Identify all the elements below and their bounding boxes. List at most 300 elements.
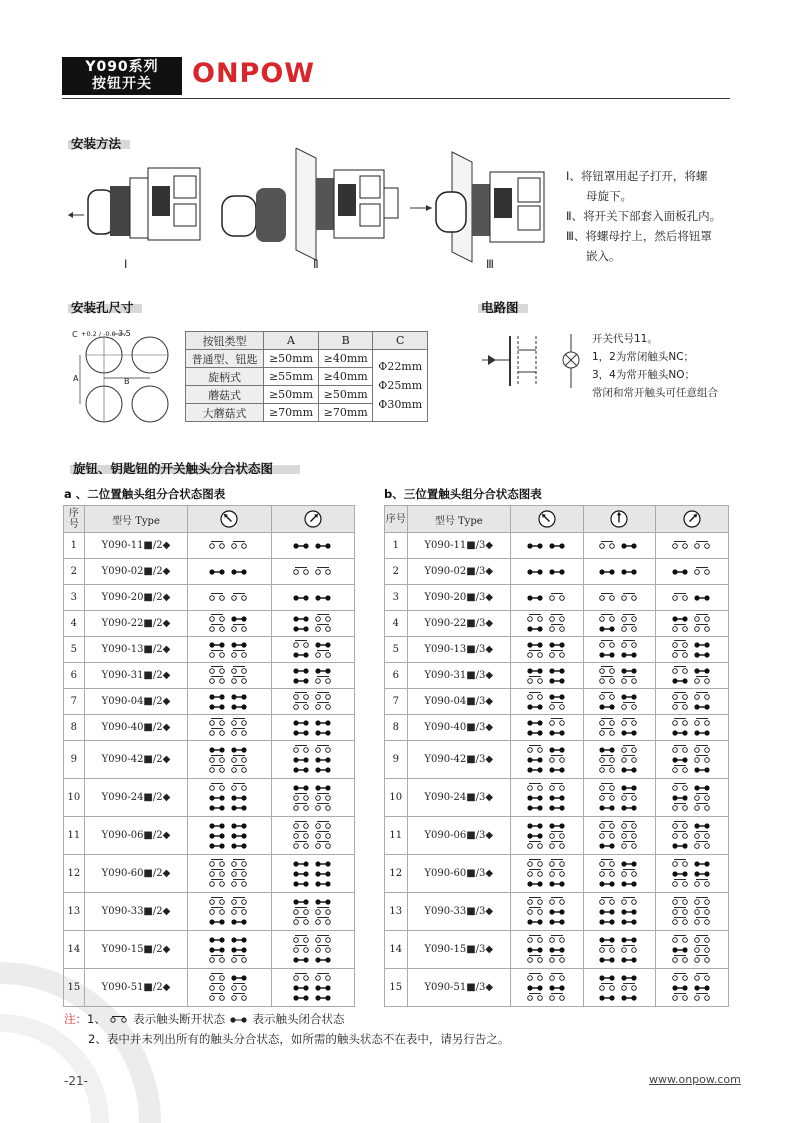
open-contact	[527, 650, 542, 657]
position-header	[188, 506, 271, 533]
contact-state-cell	[510, 663, 583, 689]
dim-b: ≥70mm	[318, 404, 373, 422]
contact-state-icon	[670, 591, 714, 605]
closed-contact	[549, 805, 564, 810]
open-contact	[232, 765, 247, 772]
open-contact	[600, 728, 615, 735]
closed-contact	[210, 569, 225, 574]
col-no-header: 序号	[64, 506, 85, 533]
contact-state-icon	[670, 933, 714, 967]
contact-state-icon	[597, 591, 641, 605]
open-contact	[695, 718, 710, 725]
closed-contact	[315, 871, 330, 876]
closed-contact	[695, 730, 710, 735]
open-contact	[527, 841, 542, 848]
open-contact	[549, 955, 564, 962]
closed-contact	[695, 785, 710, 790]
closed-contact	[622, 730, 637, 735]
open-contact	[549, 593, 564, 600]
position-header	[656, 506, 729, 533]
open-contact	[293, 945, 308, 952]
open-contact	[232, 676, 247, 683]
circuit-note: 3，4为常开触头NO；	[592, 369, 695, 381]
circuit-note: 常闭和常开触头可任意组合	[592, 387, 718, 399]
model-code: Y090-04■/2◆	[84, 689, 188, 715]
row-number: 1	[64, 533, 85, 559]
model-code: Y090-60■/3◆	[407, 855, 510, 893]
contact-state-cell	[271, 893, 354, 931]
closed-contact	[232, 843, 247, 848]
closed-contact	[293, 595, 308, 600]
contact-state-cell	[510, 715, 583, 741]
open-contact	[210, 983, 225, 990]
model-code: Y090-22■/3◆	[407, 611, 510, 637]
closed-contact	[293, 730, 308, 735]
contact-state-cell	[271, 559, 354, 585]
contact-state-cell	[510, 611, 583, 637]
closed-contact	[315, 720, 330, 725]
closed-contact	[695, 704, 710, 709]
row-number: 12	[385, 855, 408, 893]
closed-contact	[232, 642, 247, 647]
contact-state-icon	[291, 638, 335, 662]
contact-state-icon	[207, 716, 251, 740]
closed-contact	[600, 843, 615, 848]
contact-state-cell	[510, 855, 583, 893]
open-contact	[527, 676, 542, 683]
open-contact	[549, 897, 564, 904]
circuit-note: 1，2为常闭触头NC；	[592, 351, 695, 363]
open-contact	[673, 692, 688, 699]
open-contact	[315, 567, 330, 574]
open-contact	[622, 718, 637, 725]
open-contact	[673, 803, 688, 810]
open-contact	[622, 793, 637, 800]
closed-contact	[293, 861, 308, 866]
open-contact	[695, 907, 710, 914]
contact-state-cell	[656, 559, 729, 585]
open-contact	[695, 567, 710, 574]
closed-contact	[293, 871, 308, 876]
open-contact	[622, 745, 637, 752]
closed-contact	[293, 957, 308, 962]
contact-state-cell	[656, 855, 729, 893]
closed-contact	[622, 957, 637, 962]
closed-contact	[232, 823, 247, 828]
contact-state-cell	[656, 533, 729, 559]
contact-state-cell	[656, 779, 729, 817]
table-row	[385, 715, 729, 741]
contact-state-cell	[188, 637, 271, 663]
contact-state-cell	[510, 741, 583, 779]
open-contact	[600, 593, 615, 600]
open-contact	[673, 745, 688, 752]
contact-state-icon	[670, 664, 714, 688]
circuit-diagram	[480, 330, 585, 392]
closed-contact	[673, 569, 688, 574]
closed-contact	[622, 909, 637, 914]
contact-state-icon	[597, 690, 641, 714]
closed-contact	[600, 937, 615, 942]
closed-contact	[622, 805, 637, 810]
model-code: Y090-31■/3◆	[407, 663, 510, 689]
table-row	[385, 559, 729, 585]
button-type: 旋柄式	[186, 368, 264, 386]
contact-state-icon	[525, 933, 569, 967]
contact-state-icon	[291, 690, 335, 714]
open-contact	[600, 692, 615, 699]
open-contact	[210, 541, 225, 548]
open-contact	[549, 702, 564, 709]
step-label-2: Ⅱ	[313, 257, 319, 271]
open-contact	[293, 841, 308, 848]
closed-contact	[315, 899, 330, 904]
open-contact	[549, 993, 564, 1000]
contact-state-cell	[656, 715, 729, 741]
table-row	[64, 663, 355, 689]
contact-state-icon	[207, 591, 251, 605]
open-contact	[549, 650, 564, 657]
open-contact	[622, 945, 637, 952]
open-contact	[232, 718, 247, 725]
step-label-1: Ⅰ	[124, 257, 128, 271]
open-contact	[622, 831, 637, 838]
contact-state-cell	[188, 817, 271, 855]
contact-state-cell	[188, 611, 271, 637]
circuit-note: 开关代号11。	[592, 333, 658, 345]
closed-contact	[232, 919, 247, 924]
open-contact	[293, 793, 308, 800]
open-contact	[210, 973, 225, 980]
closed-contact	[549, 909, 564, 914]
closed-contact	[315, 985, 330, 990]
step3-switch-icon	[410, 152, 544, 262]
contact-state-icon	[670, 781, 714, 815]
table-row	[64, 559, 355, 585]
table-row	[385, 893, 729, 931]
contact-state-icon	[207, 638, 251, 662]
open-contact	[622, 897, 637, 904]
open-contact	[600, 718, 615, 725]
closed-contact	[210, 694, 225, 699]
open-contact	[315, 745, 330, 752]
open-contact	[600, 640, 615, 647]
table-row	[64, 533, 355, 559]
open-contact	[695, 614, 710, 621]
open-contact	[622, 755, 637, 762]
closed-contact	[527, 881, 542, 886]
open-contact	[210, 783, 225, 790]
contact-state-cell	[271, 855, 354, 893]
contact-state-icon	[291, 933, 335, 967]
open-contact	[622, 593, 637, 600]
model-code: Y090-20■/3◆	[407, 585, 510, 611]
closed-contact	[527, 823, 542, 828]
contact-state-cell	[510, 689, 583, 715]
contact-state-cell	[188, 741, 271, 779]
open-contact	[695, 993, 710, 1000]
position-header	[271, 506, 354, 533]
model-code: Y090-33■/3◆	[407, 893, 510, 931]
contact-state-icon	[597, 971, 641, 1005]
closed-contact	[527, 720, 542, 725]
closed-contact	[315, 730, 330, 735]
contact-state-icon	[525, 819, 569, 853]
model-code: Y090-02■/3◆	[407, 559, 510, 585]
contact-state-cell	[188, 931, 271, 969]
contact-state-cell	[583, 533, 656, 559]
closed-contact	[293, 767, 308, 772]
closed-contact	[622, 543, 637, 548]
row-number: 4	[64, 611, 85, 637]
series-line1: Y090系列	[85, 59, 159, 75]
open-contact	[673, 907, 688, 914]
table-row	[385, 969, 729, 1007]
open-contact	[600, 676, 615, 683]
contact-state-icon	[597, 716, 641, 740]
open-contact	[293, 973, 308, 980]
open-contact	[673, 624, 688, 631]
open-contact	[293, 745, 308, 752]
closed-contact	[210, 947, 225, 952]
table-row	[385, 817, 729, 855]
contact-state-cell	[656, 817, 729, 855]
open-contact	[315, 702, 330, 709]
row-number: 6	[64, 663, 85, 689]
contact-state-icon	[597, 819, 641, 853]
row-number: 14	[64, 931, 85, 969]
open-contact	[549, 614, 564, 621]
open-contact	[600, 821, 615, 828]
contact-state-icon	[291, 539, 335, 553]
open-contact	[293, 640, 308, 647]
row-number: 7	[64, 689, 85, 715]
contact-state-cell	[583, 741, 656, 779]
contact-state-icon	[597, 664, 641, 688]
open-contact	[315, 793, 330, 800]
closed-contact	[600, 652, 615, 657]
row-number: 1	[385, 533, 408, 559]
closed-contact	[673, 616, 688, 621]
open-contact	[673, 650, 688, 657]
open-contact	[695, 945, 710, 952]
col-header: A	[264, 332, 319, 350]
contact-state-cell	[656, 741, 729, 779]
open-contact	[600, 831, 615, 838]
closed-contact	[695, 823, 710, 828]
open-contact	[315, 917, 330, 924]
three-position-table	[384, 505, 729, 1007]
contact-state-cell	[188, 559, 271, 585]
open-contact	[600, 859, 615, 866]
note-2: 2、表中并未列出所有的触头分合状态，如所需的触头状态不在表中，请另行告之。	[88, 1032, 510, 1046]
contact-state-icon	[670, 716, 714, 740]
row-number: 8	[385, 715, 408, 741]
contact-state-cell	[188, 689, 271, 715]
circuit-title: 电路图	[481, 300, 519, 315]
open-contact	[549, 973, 564, 980]
dim-a: ≥50mm	[264, 386, 319, 404]
row-number: 9	[385, 741, 408, 779]
note-closed-text: 表示触头闭合状态	[252, 1012, 345, 1026]
closed-contact	[600, 747, 615, 752]
contact-state-icon	[670, 690, 714, 714]
open-contact	[315, 821, 330, 828]
open-contact	[549, 869, 564, 876]
contact-state-icon	[525, 857, 569, 891]
open-contact	[527, 993, 542, 1000]
contact-state-icon	[597, 612, 641, 636]
contact-state-icon	[207, 743, 251, 777]
open-contact	[293, 907, 308, 914]
closed-contact	[232, 795, 247, 800]
contact-state-cell	[583, 611, 656, 637]
closed-contact	[695, 871, 710, 876]
closed-contact	[527, 833, 542, 838]
contact-state-icon	[597, 857, 641, 891]
contact-state-cell	[188, 663, 271, 689]
install-step-text: 母旋下。	[586, 189, 632, 203]
open-contact	[527, 745, 542, 752]
closed-contact	[527, 805, 542, 810]
closed-contact	[695, 767, 710, 772]
model-code: Y090-60■/2◆	[84, 855, 188, 893]
closed-contact	[210, 795, 225, 800]
model-code: Y090-11■/2◆	[84, 533, 188, 559]
contact-state-cell	[510, 931, 583, 969]
open-contact	[695, 897, 710, 904]
open-contact	[622, 624, 637, 631]
closed-contact	[549, 730, 564, 735]
open-contact	[622, 841, 637, 848]
contact-state-icon	[525, 690, 569, 714]
contact-state-icon	[670, 539, 714, 553]
contact-state-cell	[656, 637, 729, 663]
step2-switch-icon	[222, 148, 398, 260]
dim-a: ≥50mm	[264, 350, 319, 368]
open-contact	[527, 897, 542, 904]
model-code: Y090-15■/2◆	[84, 931, 188, 969]
install-step-text: 嵌入。	[586, 249, 621, 263]
open-contact	[293, 803, 308, 810]
open-contact	[549, 624, 564, 631]
dim-a: ≥70mm	[264, 404, 319, 422]
model-code: Y090-06■/2◆	[84, 817, 188, 855]
contact-state-cell	[510, 817, 583, 855]
closed-contact	[673, 843, 688, 848]
open-contact	[549, 718, 564, 725]
closed-contact	[673, 871, 688, 876]
open-contact	[673, 640, 688, 647]
closed-contact	[622, 975, 637, 980]
open-contact	[527, 955, 542, 962]
open-contact	[600, 614, 615, 621]
open-contact	[232, 897, 247, 904]
closed-contact	[527, 543, 542, 548]
closed-contact	[695, 595, 710, 600]
open-contact	[210, 728, 225, 735]
model-code: Y090-51■/2◆	[84, 969, 188, 1007]
model-code: Y090-13■/3◆	[407, 637, 510, 663]
open-contact	[695, 541, 710, 548]
closed-contact	[527, 642, 542, 647]
open-contact	[673, 821, 688, 828]
closed-contact	[527, 985, 542, 990]
circuit-notes	[592, 330, 718, 402]
hole-title: 安装孔尺寸	[71, 300, 134, 315]
contact-state-icon	[207, 933, 251, 967]
open-contact	[210, 907, 225, 914]
model-code: Y090-40■/2◆	[84, 715, 188, 741]
header-divider	[62, 98, 730, 99]
contact-state-cell	[188, 533, 271, 559]
open-contact	[232, 624, 247, 631]
knob-position-icon	[609, 509, 629, 529]
contact-state-icon	[525, 539, 569, 553]
website-link[interactable]: www.onpow.com	[649, 1073, 741, 1086]
closed-contact	[315, 767, 330, 772]
install-step-text: Ⅲ、将螺母拧上，然后将钮罩	[566, 229, 712, 243]
knob-position-icon	[682, 509, 702, 529]
open-contact	[315, 624, 330, 631]
contact-state-cell	[188, 893, 271, 931]
position-header	[583, 506, 656, 533]
contact-state-icon	[291, 857, 335, 891]
table-row	[385, 611, 729, 637]
closed-contact	[293, 616, 308, 621]
row-number: 10	[64, 779, 85, 817]
contact-state-cell	[271, 533, 354, 559]
contact-state-icon	[207, 565, 251, 579]
contact-state-icon	[525, 612, 569, 636]
closed-contact	[622, 861, 637, 866]
row-number: 13	[385, 893, 408, 931]
open-contact	[315, 614, 330, 621]
contact-state-cell	[583, 689, 656, 715]
closed-contact	[232, 833, 247, 838]
closed-contact	[232, 694, 247, 699]
closed-contact	[315, 642, 330, 647]
page-number: -21-	[64, 1074, 88, 1088]
contact-state-icon	[291, 612, 335, 636]
table-row	[64, 585, 355, 611]
row-number: 5	[385, 637, 408, 663]
row-number: 13	[64, 893, 85, 931]
contact-state-icon	[597, 933, 641, 967]
closed-contact	[622, 668, 637, 673]
open-contact	[673, 859, 688, 866]
model-code: Y090-40■/3◆	[407, 715, 510, 741]
contact-state-cell	[188, 715, 271, 741]
button-type: 蘑菇式	[186, 386, 264, 404]
contact-state-icon	[207, 612, 251, 636]
contact-state-cell	[583, 637, 656, 663]
closed-contact	[293, 881, 308, 886]
open-contact	[232, 983, 247, 990]
contact-state-icon	[525, 781, 569, 815]
open-contact	[210, 993, 225, 1000]
open-contact	[315, 676, 330, 683]
contact-state-cell	[656, 663, 729, 689]
contact-state-cell	[510, 559, 583, 585]
open-contact	[210, 676, 225, 683]
dim-b-label: B	[124, 377, 130, 386]
row-number: 3	[385, 585, 408, 611]
contact-state-icon	[525, 565, 569, 579]
open-contact	[315, 907, 330, 914]
contact-state-cell	[271, 779, 354, 817]
open-contact	[622, 702, 637, 709]
